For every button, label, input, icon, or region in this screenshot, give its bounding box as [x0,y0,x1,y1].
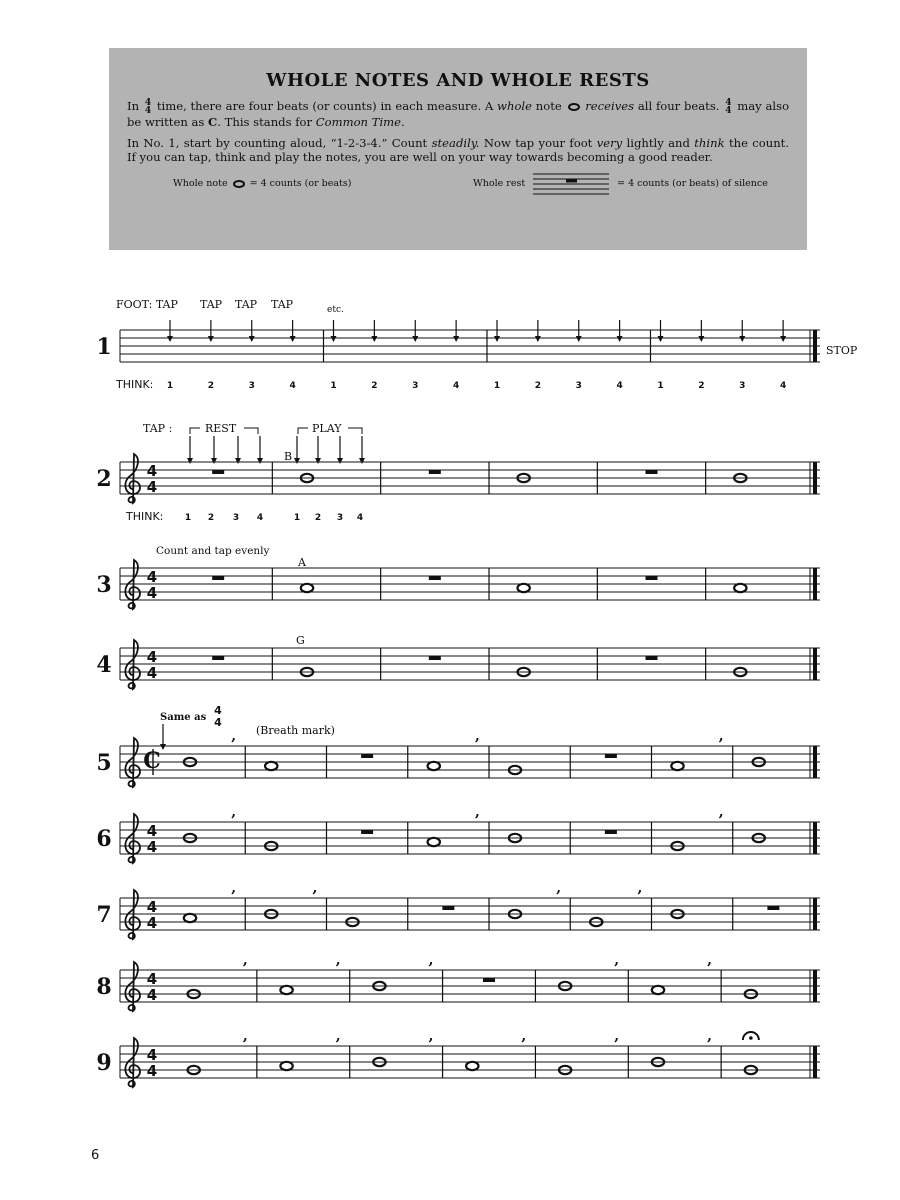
time-signature-top: 4 [146,568,158,586]
whole-note [428,838,440,846]
breath-mark: , [242,952,248,968]
whole-note [280,1062,292,1070]
note-name: G [296,634,305,647]
tap-arrow-head [412,336,418,342]
think-count: 1 [166,381,174,391]
time-signature-top: 4 [146,462,158,480]
final-barline-thick [813,822,817,854]
fermata-dot [749,1036,753,1040]
whole-rest [361,754,373,758]
time-signature-bottom: 4 [146,478,158,496]
think-count: 2 [207,513,215,523]
bracket [348,428,362,434]
exercise-number: 8 [96,974,112,1000]
exercise-number: 4 [96,652,112,678]
note-name: B [284,450,293,463]
intro-text: Now tap your foot [483,135,593,150]
tap-arrow-head [257,458,263,464]
whole-rest [646,576,658,580]
tap-arrow-head [315,458,321,464]
tap-arrow-head [658,336,664,342]
time-signature-top: 4 [146,822,158,840]
rest-label: REST [205,422,237,435]
time-signature-bottom: 4 [214,716,222,729]
think-count: 1 [493,381,501,391]
think-count: 1 [184,513,192,523]
tap-label: TAP [235,298,258,311]
common-time-icon: C [208,115,218,129]
breath-mark: , [718,728,724,744]
whole-note [652,986,664,994]
exercise-number: 9 [96,1050,112,1076]
breath-mark: , [242,1028,248,1044]
breath-mark: , [475,728,480,744]
tap-arrow-head [359,458,365,464]
play-label: PLAY [312,422,342,435]
exercise-number: 5 [96,750,112,776]
think-count: 3 [248,381,255,391]
whole-note [280,986,292,994]
time-signature-top: 4 [146,1046,158,1064]
think-count: 1 [330,381,337,391]
whole-rest [429,576,441,580]
think-count: 2 [207,381,215,391]
intro-text: Common Time. [315,115,405,129]
legend-value: = 4 counts (or beats) of silence [617,178,768,190]
time-signature-bottom: 4 [146,914,158,932]
whole-rest [212,576,224,580]
final-barline-thick [813,1046,817,1078]
whole-rest [483,978,495,982]
time-signature-bottom: 4 [146,986,158,1004]
whole-note [671,762,683,770]
think-count: 1 [293,513,301,523]
final-barline-thick [813,462,817,494]
tap-arrow-head [494,336,500,342]
time-signature-bottom: 4 [146,838,158,856]
whole-rest [429,656,441,660]
bracket [244,428,258,434]
legend-label: Whole rest [473,178,526,190]
think-count: 4 [256,513,264,523]
think-count: 3 [575,381,582,391]
instruction-label: Count and tap evenly [156,545,270,557]
exercise-number: 7 [96,902,112,928]
intro-text: lightly and [626,135,690,150]
whole-rest [212,470,224,474]
whole-rest [361,830,373,834]
intro-text: receives [585,99,635,113]
tap-arrow-head [331,336,337,342]
breath-mark: , [231,880,237,896]
tap-arrow-head [780,336,786,342]
intro-text: note [535,99,562,113]
think-count: 1 [657,381,664,391]
intro-text: all four beats. [637,99,720,113]
tap-arrow-head [160,744,166,750]
whole-rest [442,906,454,910]
think-count: 4 [356,513,364,523]
breath-mark-label: (Breath mark) [256,724,335,737]
breath-mark: , [614,1028,620,1044]
breath-mark: , [312,880,318,896]
time-signature-bottom: 4 [146,584,158,602]
intro-text: the count. If you can tap, think and play the notes, you are well on your way towards becoming a good reader. [127,135,790,165]
tap-label: TAP [271,298,294,311]
final-barline-thick [813,648,817,680]
whole-note [265,762,277,770]
tap-arrow-head [211,458,217,464]
legend-label: Whole note [173,178,228,190]
intro-text: In No. 1, start by counting aloud, “1-2-3-4.” Count [127,135,428,150]
breath-mark: , [428,1028,434,1044]
breath-mark: , [335,952,341,968]
page-number: 6 [91,1148,100,1163]
etc-label: etc. [327,305,344,315]
think-count: 3 [336,513,344,523]
whole-note [517,584,529,592]
final-barline-thick [813,330,817,362]
whole-note [301,584,313,592]
time-signature-top: 4 [214,704,222,717]
think-count: 2 [698,381,705,391]
intro-text: very [596,135,623,150]
whole-rest [646,656,658,660]
intro-text: In [127,99,140,113]
think-count: 4 [289,381,296,391]
whole-rest [605,754,617,758]
think-count: 3 [232,513,240,523]
breath-mark: , [707,952,713,968]
tap-arrow-head [294,458,300,464]
breath-mark: , [231,728,237,744]
whole-note [466,1062,478,1070]
tap-arrow-head [337,458,343,464]
common-time-signature: C [143,748,161,774]
tap-arrow-head [698,336,704,342]
final-barline-thick [813,898,817,930]
breath-mark: , [637,880,643,896]
tap-arrow-head [576,336,582,342]
think-count: 4 [779,381,787,391]
time-signature-top: 4 [146,898,158,916]
tap-arrow-head [453,336,459,342]
breath-mark: , [231,804,237,820]
intro-text: think [694,135,725,150]
whole-rest [767,906,779,910]
breath-mark: , [428,952,434,968]
think-count: 2 [314,513,322,523]
whole-note [734,584,746,592]
same-as-label: Same as [160,712,207,723]
tap-arrow-head [208,336,214,342]
bracket [298,428,308,434]
time-signature-bottom: 4 [146,664,158,682]
breath-mark: , [556,880,562,896]
whole-note [428,762,440,770]
intro-text: steadily. [431,135,480,150]
think-count: 4 [616,381,623,391]
intro-text: may also be written as [127,99,790,129]
whole-rest [646,470,658,474]
whole-rest [212,656,224,660]
think-count: 3 [412,381,419,391]
bracket [190,428,200,434]
tap-arrow-head [235,458,241,464]
whole-rest [605,830,617,834]
note-name: A [298,556,306,569]
time-signature-4-4: 4 4 [144,98,152,116]
tap-arrow-head [617,336,623,342]
time-signature-top: 4 [146,648,158,666]
intro-text: . This stands for [217,115,313,129]
breath-mark: , [475,804,480,820]
breath-mark: , [614,952,620,968]
tap-arrow-head [167,336,173,342]
whole-rest [429,470,441,474]
think-label: THINK: [126,510,164,523]
stop-label: STOP [826,344,858,357]
breath-mark: , [718,804,724,820]
think-count: 4 [452,381,460,391]
time-signature-bottom: 4 [146,1062,158,1080]
tap-arrow-head [535,336,541,342]
think-count: 2 [371,381,378,391]
intro-title: WHOLE NOTES AND WHOLE RESTS [266,70,650,91]
exercise-number: 6 [96,826,112,852]
whole-note [184,914,196,922]
time-signature-top: 4 [146,970,158,988]
tap-label: TAP [200,298,223,311]
exercise-number: 1 [96,334,112,360]
exercise-number: 2 [96,466,112,492]
exercise-number: 3 [96,572,112,598]
tap-arrow-head [371,336,377,342]
final-barline-thick [813,746,817,778]
breath-mark: , [521,1028,527,1044]
tap-arrow-head [187,458,193,464]
tap-arrow-head [290,336,296,342]
think-count: 2 [534,381,542,391]
tap-arrow-head [739,336,745,342]
time-signature-4-4: 4 4 [725,98,732,116]
final-barline-thick [813,970,817,1002]
think-count: 3 [739,381,746,391]
intro-text: time, there are four beats (or counts) in each measure. A [156,99,494,113]
tap-label: FOOT: TAP [116,298,178,311]
breath-mark: , [335,1028,341,1044]
final-barline-thick [813,568,817,600]
tap-label: TAP : [143,422,173,435]
intro-text: whole [497,99,532,113]
tap-arrow-head [249,336,255,342]
think-label: THINK: [116,378,154,391]
legend-value: = 4 counts (or beats) [249,178,352,190]
breath-mark: , [707,1028,713,1044]
